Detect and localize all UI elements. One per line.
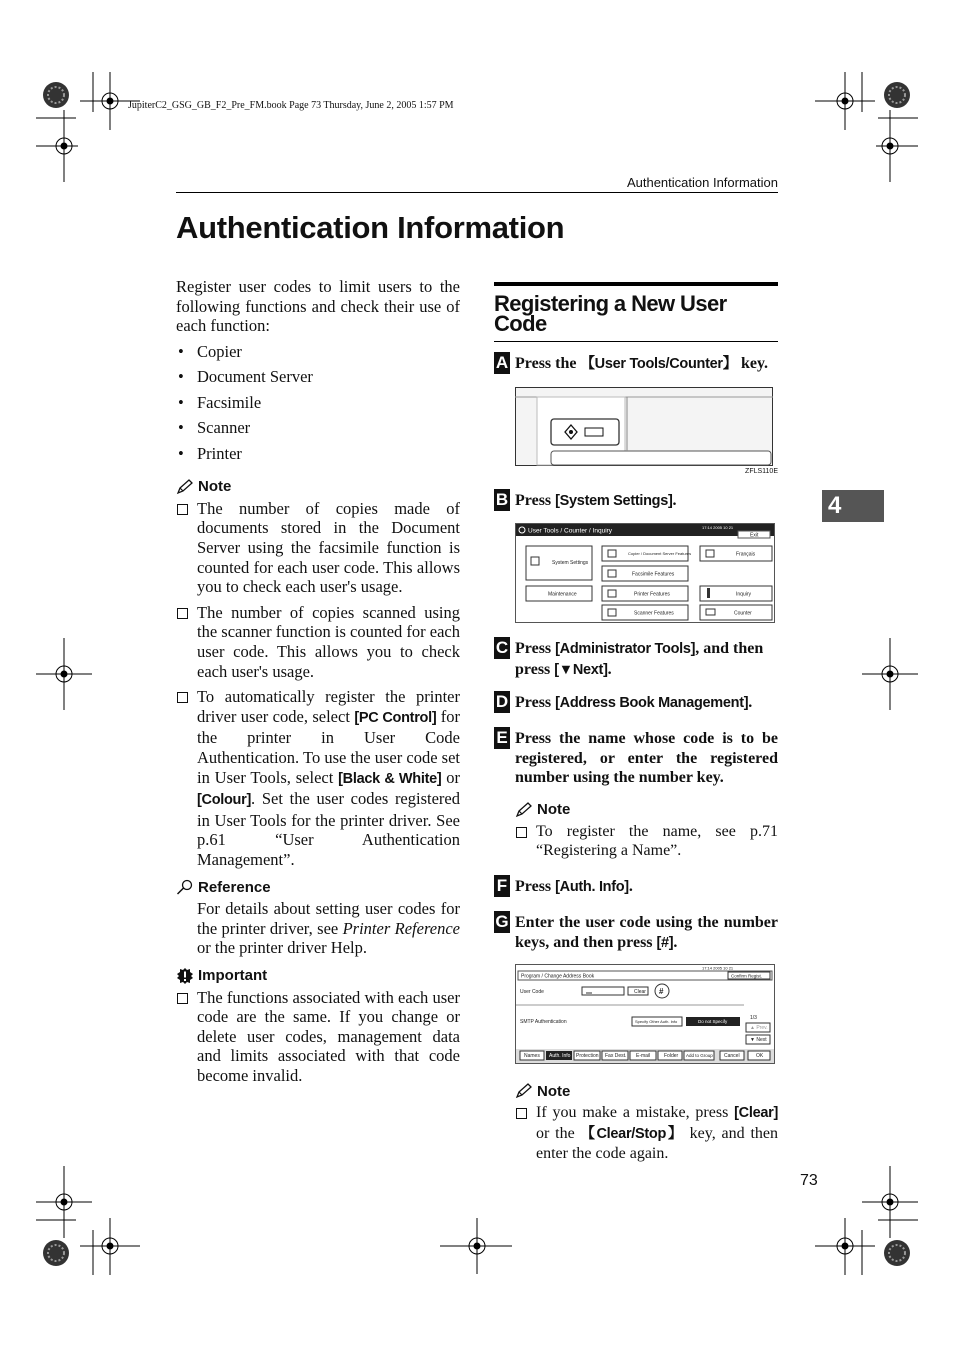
clear-key: [Clear] [734, 1105, 778, 1122]
smtp-auth-label: SMTP Authentication [520, 1018, 567, 1025]
scanner-features-button: Scanner Features [634, 610, 674, 617]
step-7 [494, 913, 778, 953]
important-label: Important [198, 966, 268, 984]
note-item [176, 687, 460, 869]
magnifier-icon [176, 879, 194, 895]
checkbox-bullet-icon [516, 827, 527, 838]
step-text: key. [736, 355, 769, 373]
reference-text-part: For details about setting user codes for the printer driver, see [197, 899, 460, 938]
tab-fax-dest: Fax Dest. [605, 1052, 627, 1059]
pencil-icon [515, 802, 533, 818]
next-key: [▼Next] [554, 661, 608, 678]
note-item [515, 1103, 778, 1164]
administrator-tools-key: [Administrator Tools] [555, 641, 696, 658]
system-settings-key: [System Settings] [555, 492, 673, 509]
intro-text: Register user codes to limit users to the following functions and check their use of each function: [176, 277, 460, 336]
note-item [515, 822, 778, 861]
step-text: . [607, 660, 612, 678]
important-text: The functions associated with each user code are the same. If you change or delete user codes, management data and limits associated with that code become invalid. [197, 987, 460, 1085]
figure-caption: ZFLS110E [745, 467, 778, 475]
step-number: A [495, 353, 509, 373]
do-not-specify-button: Do not Specify [698, 1018, 728, 1024]
important-heading [176, 966, 460, 986]
reference-label: Reference [198, 878, 271, 896]
printer-reference-title: Printer Reference [342, 918, 460, 938]
next-button: ▼ Next [750, 1036, 767, 1043]
clear-button: Clear [634, 988, 646, 995]
chapter-tab: 4 [822, 490, 884, 522]
step-2 [494, 491, 778, 512]
step-number: E [494, 727, 510, 749]
step-number: C [495, 638, 509, 658]
inquiry-button: Inquiry [736, 591, 752, 598]
step-text: Press [515, 640, 556, 658]
list-item: • Facsimile [176, 393, 460, 419]
book-info-line: JupiterC2_GSG_GB_F2_Pre_FM.book Page 73 Thursday, June 2, 2005 1:57 PM [128, 100, 454, 111]
tab-auth-info: Auth. Info [549, 1052, 571, 1059]
important-item [176, 988, 460, 1086]
step-text: . [672, 491, 677, 509]
list-item: • Scanner [176, 418, 460, 444]
address-book-management-key: [Address Book Management] [555, 694, 749, 711]
note-label: Note [198, 478, 232, 496]
reference-text [176, 899, 460, 958]
counter-button: Counter [734, 610, 752, 617]
note-text: key, and then enter the code again. [536, 1124, 779, 1163]
note-text: The number of copies made of documents stored in the Document Server using the facsimile function is counted for each user code. This allows you to check each user's usage. [197, 498, 460, 597]
note-text: If you make a mistake, press [536, 1104, 735, 1122]
reference-text-part: or the printer driver Help. [197, 938, 367, 958]
user-tools-counter-key: 【User Tools/Counter】 [580, 356, 737, 373]
note-text: To register the name, see p.71 “Registering a Name”. [536, 822, 778, 860]
note-item [176, 603, 460, 681]
list-item: • Copier [176, 342, 460, 368]
maintenance-button: Maintenance [548, 591, 577, 598]
note-text: for the printer in User Code Authentication. To use the user code set in User Tools, select [197, 706, 460, 787]
tab-email: E-mail [636, 1052, 651, 1059]
control-panel-illustration [515, 387, 773, 467]
screen-title: User Tools / Counter / Inquiry [528, 527, 613, 535]
section-rule [494, 341, 778, 342]
address-book-screen-figure [515, 964, 775, 1064]
svg-text:#: # [659, 986, 664, 996]
step-text: Press [515, 877, 556, 895]
header-rule [176, 192, 778, 193]
confirm-regist-button: Confirm Regist. [731, 973, 763, 978]
page-indicator: 1/3 [750, 1014, 757, 1021]
copier-features-button: Copier / Document Server Features [628, 551, 692, 557]
running-header: Authentication Information [626, 175, 778, 190]
hash-key: [#] [656, 934, 674, 951]
note-item [176, 499, 460, 597]
checkbox-bullet-icon [516, 1108, 527, 1119]
control-panel-figure [515, 387, 771, 465]
facsimile-features-button: Facsimile Features [632, 571, 675, 578]
tab-names: Names [524, 1052, 540, 1059]
page-title: Authentication Information [176, 210, 565, 245]
function-list [176, 342, 460, 470]
black-white-key: [Black & White] [338, 770, 442, 787]
step-text: Press [515, 693, 556, 711]
exit-button: Exit [750, 532, 759, 539]
step-4 [494, 693, 778, 714]
user-tools-screen-figure [515, 523, 775, 623]
note-text: The number of copies scanned using the scanner function is counted for each user code. This allows you to check each user's usage. [197, 602, 460, 681]
clear-stop-key: 【Clear/Stop】 [580, 1125, 684, 1142]
ok-button: OK [756, 1052, 764, 1059]
auth-info-key: [Auth. Info] [555, 878, 629, 895]
colour-key: [Colour] [197, 792, 251, 809]
tab-protection: Protection [576, 1052, 599, 1059]
right-column [494, 282, 778, 1170]
list-item: • Printer [176, 444, 460, 470]
checkbox-bullet-icon [177, 692, 188, 703]
step-6 [494, 877, 778, 898]
section-title: Registering a New User Code [494, 291, 727, 336]
specify-other-button: Specify Other Auth. Info [635, 1018, 678, 1024]
note-label: Note [537, 800, 571, 818]
note-label: Note [537, 1082, 571, 1100]
note-heading [515, 800, 778, 820]
section-rule [494, 282, 778, 286]
pencil-icon [176, 479, 194, 495]
step-number: F [494, 875, 510, 897]
step-3 [494, 639, 778, 680]
tab-add-to-group: Add to Group [686, 1052, 713, 1058]
step-5 [494, 729, 778, 788]
page-number: 73 [800, 1172, 818, 1189]
checkbox-bullet-icon [177, 504, 188, 515]
left-column [176, 277, 460, 1092]
prev-button: ▲ Prev. [750, 1024, 768, 1031]
pencil-icon [515, 1083, 533, 1099]
step-text: . [673, 933, 678, 951]
reference-heading [176, 878, 460, 898]
screen-time: 17:14 2005 10 21 [702, 965, 734, 970]
list-item: • Document Server [176, 367, 460, 393]
tab-folder: Folder [664, 1052, 679, 1059]
note-text: . Set the user codes registered in User Tools for the printer driver. See p.61 “User Authentication Management”. [197, 789, 460, 869]
user-code-label: User Code [520, 988, 544, 995]
note-text: or the [536, 1124, 581, 1142]
printer-features-button: Printer Features [634, 591, 670, 598]
important-icon [176, 967, 194, 985]
pc-control-key: [PC Control] [354, 709, 437, 726]
step-text: Enter the user code using the number keys, and then press [515, 914, 778, 951]
step-text: . [628, 877, 633, 895]
note-heading [176, 477, 460, 497]
step-1 [494, 354, 778, 375]
system-settings-button: System Settings [552, 560, 589, 567]
screen-time: 17:14 2005 10 21 [702, 525, 734, 531]
note-text: To automatically register the printer driver user code, select [197, 687, 460, 726]
note-heading [515, 1082, 778, 1102]
step-text: . [748, 693, 753, 711]
user-tools-screen [516, 524, 774, 622]
step-number: G [495, 912, 509, 932]
step-number: D [495, 691, 509, 711]
checkbox-bullet-icon [177, 993, 188, 1004]
step-text: Press the name whose code is to be registered, or enter the registered number using the number key. [515, 730, 778, 787]
note-text: or [441, 767, 461, 787]
screen-title: Program / Change Address Book [521, 973, 595, 979]
step-number: B [495, 489, 509, 509]
address-book-screen [516, 965, 774, 1063]
step-text: Press [515, 491, 556, 509]
step-text: , and then press [515, 640, 764, 678]
language-button: Français [736, 551, 756, 558]
cancel-button: Cancel [724, 1052, 740, 1059]
checkbox-bullet-icon [177, 608, 188, 619]
step-text: Press the [515, 355, 581, 373]
